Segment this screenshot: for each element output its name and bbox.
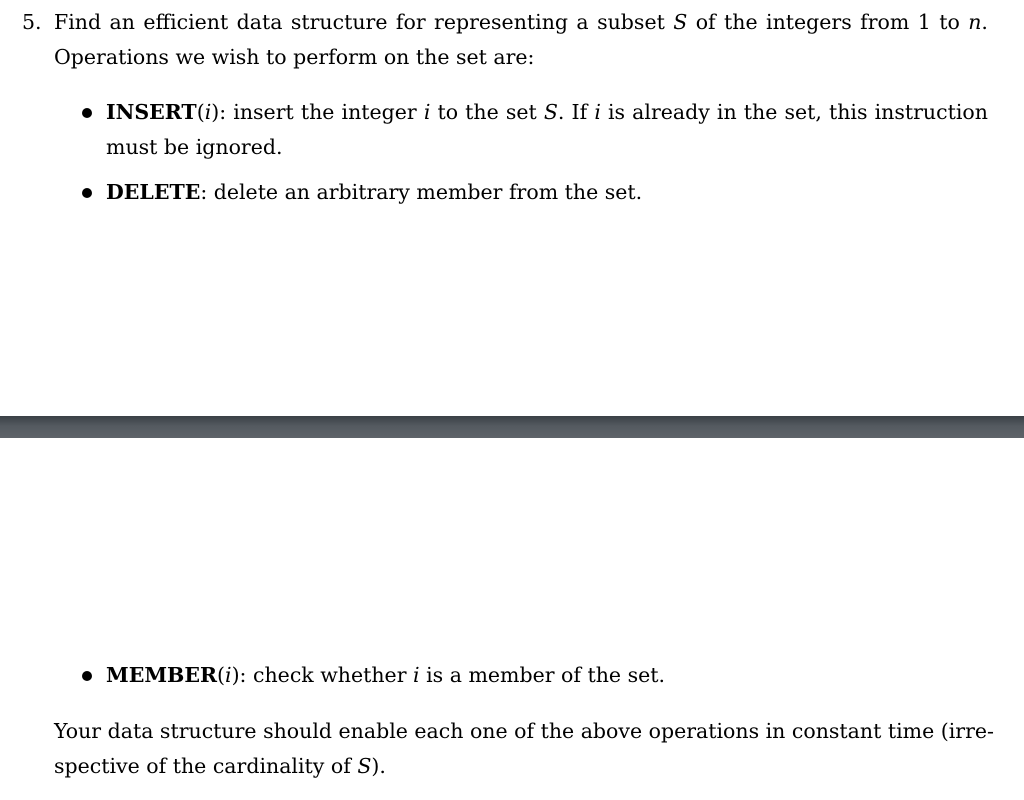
delete-operation: DELETE: delete an arbitrary member from the set. — [106, 180, 643, 204]
problem-number: 5. — [22, 10, 42, 34]
member-operation: MEMBER(i): check whether i is a member of the set. — [106, 663, 665, 687]
bullet-icon — [82, 108, 92, 118]
closing-line-1: Your data structure should enable each one of the above operations in constant time (irre- — [54, 719, 994, 743]
problem-statement-line-1: Find an efficient data structure for representing a subset S of the integers from 1 to n. — [54, 10, 988, 34]
bullet-icon — [82, 671, 92, 681]
page-bottom — [0, 438, 1024, 800]
bullet-icon — [82, 188, 92, 198]
insert-operation-continued: must be ignored. — [106, 135, 283, 159]
insert-operation: INSERT(i): insert the integer i to the set S. If i is already in the set, this instruction — [106, 100, 988, 124]
closing-line-2: spective of the cardinality of S). — [54, 754, 386, 778]
page-separator — [0, 416, 1024, 438]
problem-statement-line-2: Operations we wish to perform on the set are: — [54, 45, 535, 69]
